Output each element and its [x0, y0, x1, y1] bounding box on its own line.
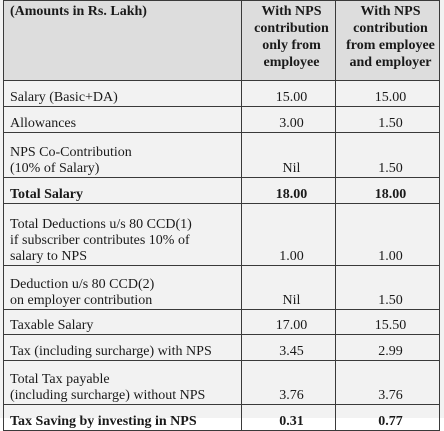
table-row — [4, 107, 440, 133]
row-value-employee: 17.00 — [242, 310, 336, 335]
row-value-employer: 1.50 — [336, 133, 440, 178]
amounts-label: (Amounts in Rs. Lakh) — [4, 1, 242, 81]
row-label: Deduction u/s 80 CCD(2) on employer contribution — [4, 266, 242, 310]
table-row — [4, 81, 440, 107]
row-value-employee: Nil — [242, 133, 336, 178]
row-value-employee: 3.76 — [242, 361, 336, 405]
row-value-employee: Nil — [242, 266, 336, 310]
table-row — [4, 133, 440, 178]
header-row — [4, 1, 440, 81]
header-employee-only: With NPS contribution only from employee — [242, 1, 336, 81]
row-value-employee: 0.31 — [242, 405, 336, 431]
row-value-employer: 1.00 — [336, 204, 440, 266]
row-label: Total Tax payable (including surcharge) without NPS — [4, 361, 242, 405]
table-row — [4, 361, 440, 405]
row-value-employee: 3.45 — [242, 335, 336, 361]
row-value-employer: 0.77 — [336, 405, 440, 431]
row-label: Salary (Basic+DA) — [4, 81, 242, 107]
nps-tax-comparison-table — [3, 0, 440, 431]
table-row — [4, 204, 440, 266]
row-label: Tax (including surcharge) with NPS — [4, 335, 242, 361]
row-label: NPS Co-Contribution (10% of Salary) — [4, 133, 242, 178]
row-value-employee: 18.00 — [242, 178, 336, 204]
row-value-employee: 1.00 — [242, 204, 336, 266]
row-value-employer: 1.50 — [336, 266, 440, 310]
row-value-employer: 2.99 — [336, 335, 440, 361]
row-label: Taxable Salary — [4, 310, 242, 335]
table-row — [4, 266, 440, 310]
row-value-employer: 15.50 — [336, 310, 440, 335]
row-value-employer: 18.00 — [336, 178, 440, 204]
table-row-total-salary — [4, 178, 440, 204]
row-value-employer: 1.50 — [336, 107, 440, 133]
row-label: Tax Saving by investing in NPS — [4, 405, 242, 431]
table-row — [4, 310, 440, 335]
row-value-employer: 3.76 — [336, 361, 440, 405]
table-row-tax-saving — [4, 405, 440, 431]
row-label: Allowances — [4, 107, 242, 133]
row-value-employer: 15.00 — [336, 81, 440, 107]
row-value-employee: 3.00 — [242, 107, 336, 133]
table-row — [4, 335, 440, 361]
row-value-employee: 15.00 — [242, 81, 336, 107]
row-label: Total Deductions u/s 80 CCD(1) if subscriber contributes 10% of salary to NPS — [4, 204, 242, 266]
row-label: Total Salary — [4, 178, 242, 204]
header-employee-and-employer: With NPS contribution from employee and employer — [336, 1, 440, 81]
